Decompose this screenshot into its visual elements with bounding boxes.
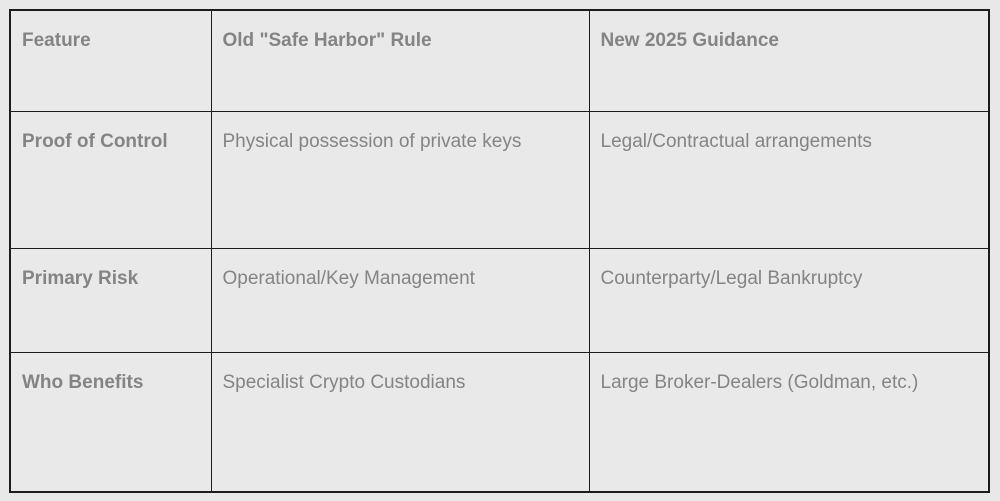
row-header-proof-of-control: Proof of Control [10, 111, 211, 248]
column-header-feature: Feature [10, 10, 211, 111]
row-header-who-benefits: Who Benefits [10, 352, 211, 492]
table-header-row [10, 10, 989, 111]
table-row [10, 111, 989, 248]
cell-proof-of-control-old-rule: Physical possession of private keys [211, 111, 589, 248]
table-row [10, 248, 989, 352]
comparison-table [9, 9, 990, 493]
column-header-old-rule: Old "Safe Harbor" Rule [211, 10, 589, 111]
cell-who-benefits-new-guidance: Large Broker-Dealers (Goldman, etc.) [589, 352, 989, 492]
cell-primary-risk-old-rule: Operational/Key Management [211, 248, 589, 352]
cell-proof-of-control-new-guidance: Legal/Contractual arrangements [589, 111, 989, 248]
row-header-primary-risk: Primary Risk [10, 248, 211, 352]
table-row [10, 352, 989, 492]
column-header-new-guidance: New 2025 Guidance [589, 10, 989, 111]
cell-who-benefits-old-rule: Specialist Crypto Custodians [211, 352, 589, 492]
cell-primary-risk-new-guidance: Counterparty/Legal Bankruptcy [589, 248, 989, 352]
